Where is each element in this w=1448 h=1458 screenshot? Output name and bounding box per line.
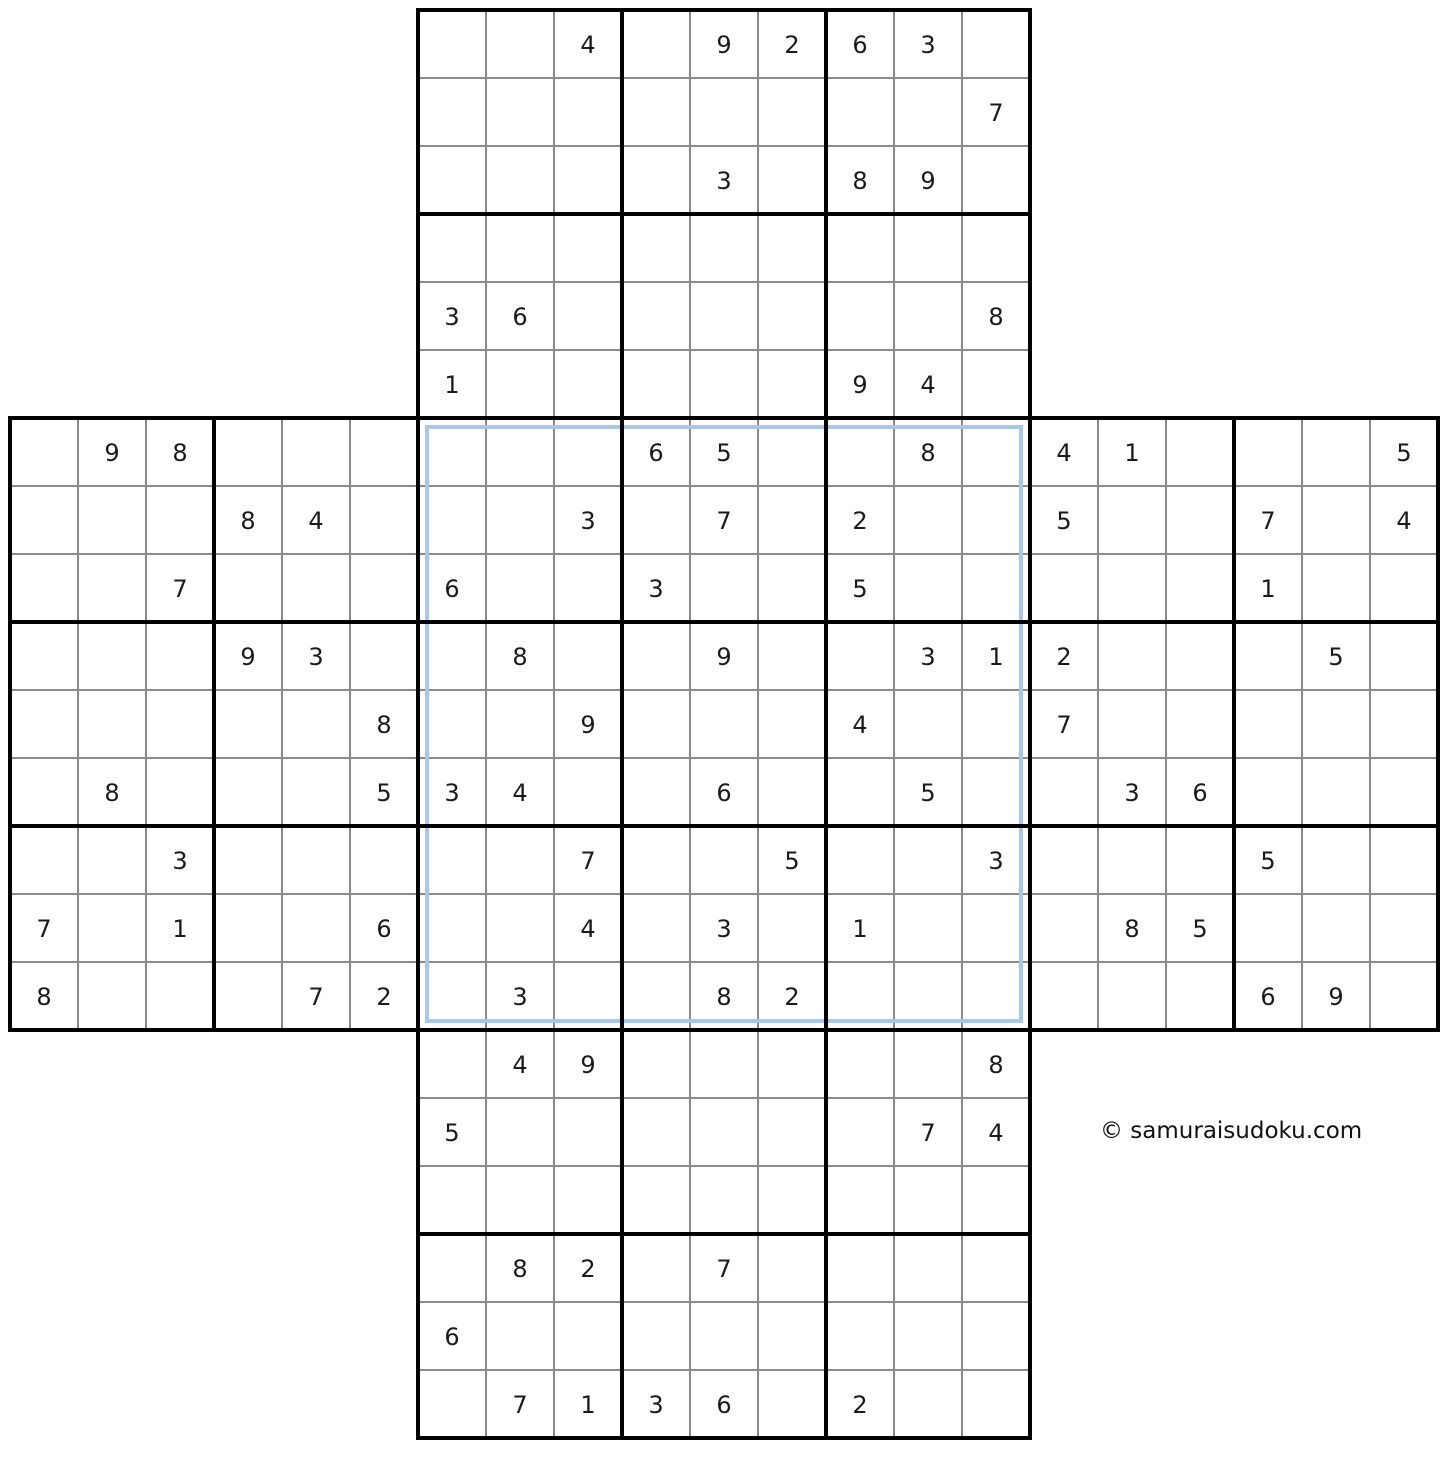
- sudoku-cell[interactable]: [1370, 690, 1438, 758]
- sudoku-cell[interactable]: [758, 690, 826, 758]
- given-digit: 3: [716, 915, 732, 943]
- given-digit: 3: [988, 847, 1004, 875]
- sudoku-cell[interactable]: [962, 1302, 1030, 1370]
- given-digit: 5: [716, 439, 732, 467]
- sudoku-cell[interactable]: [554, 78, 622, 146]
- sudoku-cell[interactable]: [1234, 894, 1302, 962]
- sudoku-cell[interactable]: [418, 1370, 486, 1438]
- sudoku-cell[interactable]: [1030, 962, 1098, 1030]
- given-digit: 3: [920, 31, 936, 59]
- given-digit: 8: [988, 303, 1004, 331]
- sudoku-cell[interactable]: [350, 826, 418, 894]
- sudoku-cell[interactable]: [146, 962, 214, 1030]
- given-digit: 5: [444, 1119, 460, 1147]
- given-digit: 4: [852, 711, 868, 739]
- sudoku-cell[interactable]: [418, 1234, 486, 1302]
- sudoku-cell[interactable]: [214, 554, 282, 622]
- sudoku-cell[interactable]: [1166, 554, 1234, 622]
- sudoku-cell[interactable]: [418, 1030, 486, 1098]
- given-digit: 3: [308, 643, 324, 671]
- sudoku-cell[interactable]: [758, 214, 826, 282]
- given-digit: 9: [1328, 983, 1344, 1011]
- sudoku-cell[interactable]: [1302, 894, 1370, 962]
- sudoku-cell[interactable]: [622, 214, 690, 282]
- given-digit: 2: [580, 1255, 596, 1283]
- thin-grid-lines: [10, 10, 1438, 1438]
- sudoku-cell[interactable]: [486, 78, 554, 146]
- given-digit: 9: [716, 643, 732, 671]
- sudoku-cell[interactable]: [10, 418, 78, 486]
- given-digit: 5: [784, 847, 800, 875]
- sudoku-cell[interactable]: [894, 894, 962, 962]
- given-digit: 5: [1192, 915, 1208, 943]
- given-digit: 4: [580, 915, 596, 943]
- given-digit: 7: [1056, 711, 1072, 739]
- sudoku-cell[interactable]: [10, 486, 78, 554]
- sudoku-cell[interactable]: [962, 350, 1030, 418]
- sudoku-cell[interactable]: [486, 894, 554, 962]
- sudoku-cell[interactable]: [1370, 962, 1438, 1030]
- sudoku-cell[interactable]: [962, 146, 1030, 214]
- given-digit: 6: [1260, 983, 1276, 1011]
- given-digit: 8: [104, 779, 120, 807]
- sudoku-cell[interactable]: [1302, 554, 1370, 622]
- sudoku-cell[interactable]: [622, 78, 690, 146]
- given-digit: 3: [444, 779, 460, 807]
- sudoku-cell[interactable]: [758, 894, 826, 962]
- sudoku-cell[interactable]: [894, 1030, 962, 1098]
- sudoku-cell[interactable]: [622, 10, 690, 78]
- given-digit: 8: [36, 983, 52, 1011]
- sudoku-cell[interactable]: [1166, 826, 1234, 894]
- given-digit: 7: [920, 1119, 936, 1147]
- sudoku-cell[interactable]: [758, 486, 826, 554]
- given-digit: 8: [512, 643, 528, 671]
- given-digit: 9: [240, 643, 256, 671]
- sudoku-cell[interactable]: [554, 1166, 622, 1234]
- given-digit: 3: [716, 167, 732, 195]
- given-digit: 2: [852, 507, 868, 535]
- given-digit: 7: [172, 575, 188, 603]
- sudoku-cell[interactable]: [486, 10, 554, 78]
- sudoku-cell[interactable]: [962, 1166, 1030, 1234]
- given-digit: 1: [988, 643, 1004, 671]
- given-digit: 6: [716, 779, 732, 807]
- given-digit: 1: [852, 915, 868, 943]
- sudoku-cell[interactable]: [622, 622, 690, 690]
- given-digit: 1: [1124, 439, 1140, 467]
- sudoku-cell[interactable]: [214, 690, 282, 758]
- sudoku-cell[interactable]: [10, 690, 78, 758]
- sudoku-cell[interactable]: [1030, 554, 1098, 622]
- sudoku-cell[interactable]: [826, 1302, 894, 1370]
- sudoku-cell[interactable]: [350, 486, 418, 554]
- sudoku-cell[interactable]: [1166, 622, 1234, 690]
- sudoku-cell[interactable]: [1098, 826, 1166, 894]
- given-digit: 8: [852, 167, 868, 195]
- sudoku-cell[interactable]: [78, 894, 146, 962]
- sudoku-cell[interactable]: [146, 758, 214, 826]
- given-digit: 9: [920, 167, 936, 195]
- sudoku-cell[interactable]: [826, 214, 894, 282]
- sudoku-cell[interactable]: [1166, 690, 1234, 758]
- sudoku-cell[interactable]: [622, 1098, 690, 1166]
- sudoku-cell[interactable]: [758, 282, 826, 350]
- sudoku-cell[interactable]: [78, 690, 146, 758]
- given-digit: 1: [580, 1391, 596, 1419]
- given-digit: 7: [716, 507, 732, 535]
- sudoku-cell[interactable]: [554, 1302, 622, 1370]
- sudoku-cell[interactable]: [486, 1166, 554, 1234]
- given-digit: 4: [1396, 507, 1412, 535]
- sudoku-cell[interactable]: [418, 78, 486, 146]
- given-digit: 6: [444, 1323, 460, 1351]
- sudoku-cell[interactable]: [758, 554, 826, 622]
- sudoku-cell[interactable]: [486, 214, 554, 282]
- sudoku-cell[interactable]: [282, 758, 350, 826]
- sudoku-cell[interactable]: [1302, 418, 1370, 486]
- sudoku-cell[interactable]: [1234, 690, 1302, 758]
- given-digit: 1: [444, 371, 460, 399]
- given-digit: 6: [376, 915, 392, 943]
- given-digit: 6: [444, 575, 460, 603]
- sudoku-cell[interactable]: [962, 1370, 1030, 1438]
- given-digit: 6: [716, 1391, 732, 1419]
- sudoku-cell[interactable]: [826, 282, 894, 350]
- given-digit: 2: [784, 983, 800, 1011]
- sudoku-cell[interactable]: [1302, 758, 1370, 826]
- sudoku-cell[interactable]: [486, 826, 554, 894]
- given-digit: 3: [920, 643, 936, 671]
- sudoku-cell[interactable]: [350, 418, 418, 486]
- sudoku-cell[interactable]: [10, 826, 78, 894]
- sudoku-cell[interactable]: [622, 894, 690, 962]
- given-digit: 6: [512, 303, 528, 331]
- sudoku-cell[interactable]: [758, 758, 826, 826]
- given-digit: 7: [308, 983, 324, 1011]
- sudoku-cell[interactable]: [214, 894, 282, 962]
- sudoku-cell[interactable]: [486, 1302, 554, 1370]
- sudoku-cell[interactable]: [894, 1234, 962, 1302]
- sudoku-cell[interactable]: [758, 146, 826, 214]
- given-digit: 4: [308, 507, 324, 535]
- sudoku-cell[interactable]: [1302, 690, 1370, 758]
- sudoku-cell[interactable]: [554, 350, 622, 418]
- given-digit: 4: [512, 779, 528, 807]
- sudoku-cell[interactable]: [78, 962, 146, 1030]
- sudoku-cell[interactable]: [1098, 622, 1166, 690]
- sudoku-cell[interactable]: [418, 214, 486, 282]
- sudoku-cell[interactable]: [486, 146, 554, 214]
- sudoku-cell[interactable]: [554, 554, 622, 622]
- sudoku-cell[interactable]: [758, 350, 826, 418]
- given-digit: 6: [1192, 779, 1208, 807]
- sudoku-cell[interactable]: [622, 1234, 690, 1302]
- sudoku-cell[interactable]: [350, 622, 418, 690]
- sudoku-cell[interactable]: [622, 1166, 690, 1234]
- sudoku-cell[interactable]: [282, 826, 350, 894]
- sudoku-cell[interactable]: [418, 146, 486, 214]
- given-digit: 2: [1056, 643, 1072, 671]
- sudoku-cell[interactable]: [486, 554, 554, 622]
- given-digit: 7: [716, 1255, 732, 1283]
- sudoku-cell[interactable]: [78, 826, 146, 894]
- sudoku-cell[interactable]: [1370, 554, 1438, 622]
- given-digit: 2: [852, 1391, 868, 1419]
- given-digit: 4: [512, 1051, 528, 1079]
- sudoku-cell[interactable]: [690, 214, 758, 282]
- given-digit: 1: [172, 915, 188, 943]
- sudoku-cell[interactable]: [554, 1098, 622, 1166]
- sudoku-cell[interactable]: [690, 1030, 758, 1098]
- sudoku-cell[interactable]: [758, 1234, 826, 1302]
- given-digit: 8: [1124, 915, 1140, 943]
- sudoku-cell[interactable]: [1030, 826, 1098, 894]
- sudoku-cell[interactable]: [826, 826, 894, 894]
- sudoku-cell[interactable]: [1370, 622, 1438, 690]
- sudoku-cell[interactable]: [690, 690, 758, 758]
- given-digit: 9: [852, 371, 868, 399]
- sudoku-cell[interactable]: [758, 622, 826, 690]
- sudoku-cell[interactable]: [690, 78, 758, 146]
- sudoku-cell[interactable]: [554, 214, 622, 282]
- sudoku-cell[interactable]: [10, 622, 78, 690]
- sudoku-cell[interactable]: [690, 282, 758, 350]
- given-digit: 8: [512, 1255, 528, 1283]
- sudoku-cell[interactable]: [690, 1166, 758, 1234]
- sudoku-cell[interactable]: [282, 894, 350, 962]
- sudoku-cell[interactable]: [758, 1302, 826, 1370]
- given-digit: 8: [240, 507, 256, 535]
- given-digit: 7: [512, 1391, 528, 1419]
- given-digit: 7: [580, 847, 596, 875]
- given-digit: 1: [1260, 575, 1276, 603]
- sudoku-cell[interactable]: [894, 826, 962, 894]
- sudoku-cell[interactable]: [282, 690, 350, 758]
- sudoku-cell[interactable]: [418, 10, 486, 78]
- sudoku-cell[interactable]: [486, 350, 554, 418]
- sudoku-cell[interactable]: [282, 418, 350, 486]
- given-digit: 8: [988, 1051, 1004, 1079]
- sudoku-cell[interactable]: [758, 1166, 826, 1234]
- sudoku-cell[interactable]: [418, 1166, 486, 1234]
- sudoku-cell[interactable]: [962, 1234, 1030, 1302]
- sudoku-cell[interactable]: [894, 554, 962, 622]
- sudoku-cell[interactable]: [1098, 962, 1166, 1030]
- given-digit: 3: [512, 983, 528, 1011]
- sudoku-cell[interactable]: [282, 554, 350, 622]
- sudoku-cell[interactable]: [622, 690, 690, 758]
- sudoku-cell[interactable]: [894, 282, 962, 350]
- sudoku-cell[interactable]: [214, 758, 282, 826]
- given-digit: 5: [852, 575, 868, 603]
- sudoku-cell[interactable]: [826, 622, 894, 690]
- sudoku-cell[interactable]: [894, 1166, 962, 1234]
- sudoku-cell[interactable]: [894, 78, 962, 146]
- sudoku-cell[interactable]: [690, 1302, 758, 1370]
- given-digit: 5: [920, 779, 936, 807]
- copyright-notice: © samuraisudoku.com: [1100, 1118, 1363, 1144]
- sudoku-cell[interactable]: [690, 826, 758, 894]
- given-digit: 5: [376, 779, 392, 807]
- given-digit: 7: [36, 915, 52, 943]
- sudoku-cell[interactable]: [622, 1030, 690, 1098]
- given-digit: 9: [580, 711, 596, 739]
- sudoku-cell[interactable]: [486, 1098, 554, 1166]
- sudoku-cell[interactable]: [894, 1370, 962, 1438]
- given-digit: 5: [1260, 847, 1276, 875]
- sudoku-cell[interactable]: [554, 622, 622, 690]
- sudoku-cell[interactable]: [1098, 486, 1166, 554]
- sudoku-cell[interactable]: [486, 486, 554, 554]
- sudoku-cell[interactable]: [214, 418, 282, 486]
- given-digit: 7: [988, 99, 1004, 127]
- sudoku-cell[interactable]: [214, 826, 282, 894]
- sudoku-cell[interactable]: [826, 1030, 894, 1098]
- sudoku-cell[interactable]: [894, 1302, 962, 1370]
- sudoku-cell[interactable]: [622, 282, 690, 350]
- sudoku-cell[interactable]: [826, 1166, 894, 1234]
- sudoku-cell[interactable]: [894, 486, 962, 554]
- given-digit: 2: [376, 983, 392, 1011]
- sudoku-cell[interactable]: [622, 826, 690, 894]
- sudoku-cell[interactable]: [1098, 690, 1166, 758]
- given-digit: 8: [172, 439, 188, 467]
- sudoku-cell[interactable]: [758, 1098, 826, 1166]
- sudoku-cell[interactable]: [894, 214, 962, 282]
- sudoku-cell[interactable]: [350, 554, 418, 622]
- given-digit: 4: [920, 371, 936, 399]
- sudoku-cell[interactable]: [622, 1302, 690, 1370]
- given-digit: 3: [444, 303, 460, 331]
- given-digit: 3: [580, 507, 596, 535]
- given-digit: 2: [784, 31, 800, 59]
- sudoku-cell[interactable]: [826, 758, 894, 826]
- given-digit: 4: [580, 31, 596, 59]
- sudoku-cell[interactable]: [1302, 826, 1370, 894]
- given-digit: 4: [1056, 439, 1072, 467]
- sudoku-cell[interactable]: [78, 622, 146, 690]
- sudoku-cell[interactable]: [78, 554, 146, 622]
- given-digit: 8: [920, 439, 936, 467]
- sudoku-cell[interactable]: [146, 486, 214, 554]
- sudoku-cell[interactable]: [1370, 826, 1438, 894]
- sudoku-cell[interactable]: [826, 78, 894, 146]
- sudoku-cell[interactable]: [690, 350, 758, 418]
- sudoku-cell[interactable]: [1234, 418, 1302, 486]
- sudoku-cell[interactable]: [1166, 486, 1234, 554]
- sudoku-cell[interactable]: [10, 758, 78, 826]
- sudoku-cell[interactable]: [1302, 486, 1370, 554]
- given-digit: 9: [580, 1051, 596, 1079]
- sudoku-cell[interactable]: [1370, 894, 1438, 962]
- given-digit: 5: [1056, 507, 1072, 535]
- sudoku-cell[interactable]: [758, 1370, 826, 1438]
- sudoku-cell[interactable]: [1234, 758, 1302, 826]
- sudoku-cell[interactable]: [1166, 418, 1234, 486]
- sudoku-cell[interactable]: [622, 486, 690, 554]
- sudoku-cell[interactable]: [78, 486, 146, 554]
- sudoku-cell[interactable]: [1030, 758, 1098, 826]
- sudoku-cell[interactable]: [826, 1098, 894, 1166]
- sudoku-cell[interactable]: [1234, 622, 1302, 690]
- sudoku-cell[interactable]: [894, 690, 962, 758]
- sudoku-cell[interactable]: [1370, 758, 1438, 826]
- given-digit: 6: [852, 31, 868, 59]
- given-digit: 6: [648, 439, 664, 467]
- sudoku-cell[interactable]: [214, 962, 282, 1030]
- given-digit: 4: [988, 1119, 1004, 1147]
- sudoku-cell[interactable]: [1030, 894, 1098, 962]
- sudoku-cell[interactable]: [622, 350, 690, 418]
- given-digit: 8: [376, 711, 392, 739]
- sudoku-cell[interactable]: [962, 10, 1030, 78]
- sudoku-cell[interactable]: [486, 690, 554, 758]
- given-digit: 3: [1124, 779, 1140, 807]
- sudoku-cell[interactable]: [1166, 962, 1234, 1030]
- given-digit: 7: [1260, 507, 1276, 535]
- sudoku-cell[interactable]: [690, 1098, 758, 1166]
- given-digit: 5: [1396, 439, 1412, 467]
- sudoku-cell[interactable]: [690, 554, 758, 622]
- given-digit: 9: [104, 439, 120, 467]
- sudoku-cell[interactable]: [1098, 554, 1166, 622]
- sudoku-cell[interactable]: [146, 690, 214, 758]
- sudoku-cell[interactable]: [826, 1234, 894, 1302]
- given-digit: 3: [648, 1391, 664, 1419]
- sudoku-cell[interactable]: [622, 146, 690, 214]
- sudoku-cell[interactable]: [554, 758, 622, 826]
- sudoku-cell[interactable]: [554, 282, 622, 350]
- sudoku-cell[interactable]: [146, 622, 214, 690]
- sudoku-cell[interactable]: [622, 758, 690, 826]
- given-digit: 3: [172, 847, 188, 875]
- given-digit: 3: [648, 575, 664, 603]
- given-digit: 8: [716, 983, 732, 1011]
- sudoku-cell[interactable]: [758, 78, 826, 146]
- given-digit: 5: [1328, 643, 1344, 671]
- sudoku-cell[interactable]: [10, 554, 78, 622]
- sudoku-cell[interactable]: [554, 146, 622, 214]
- given-digit: 9: [716, 31, 732, 59]
- sudoku-cell[interactable]: [758, 1030, 826, 1098]
- sudoku-cell[interactable]: [962, 214, 1030, 282]
